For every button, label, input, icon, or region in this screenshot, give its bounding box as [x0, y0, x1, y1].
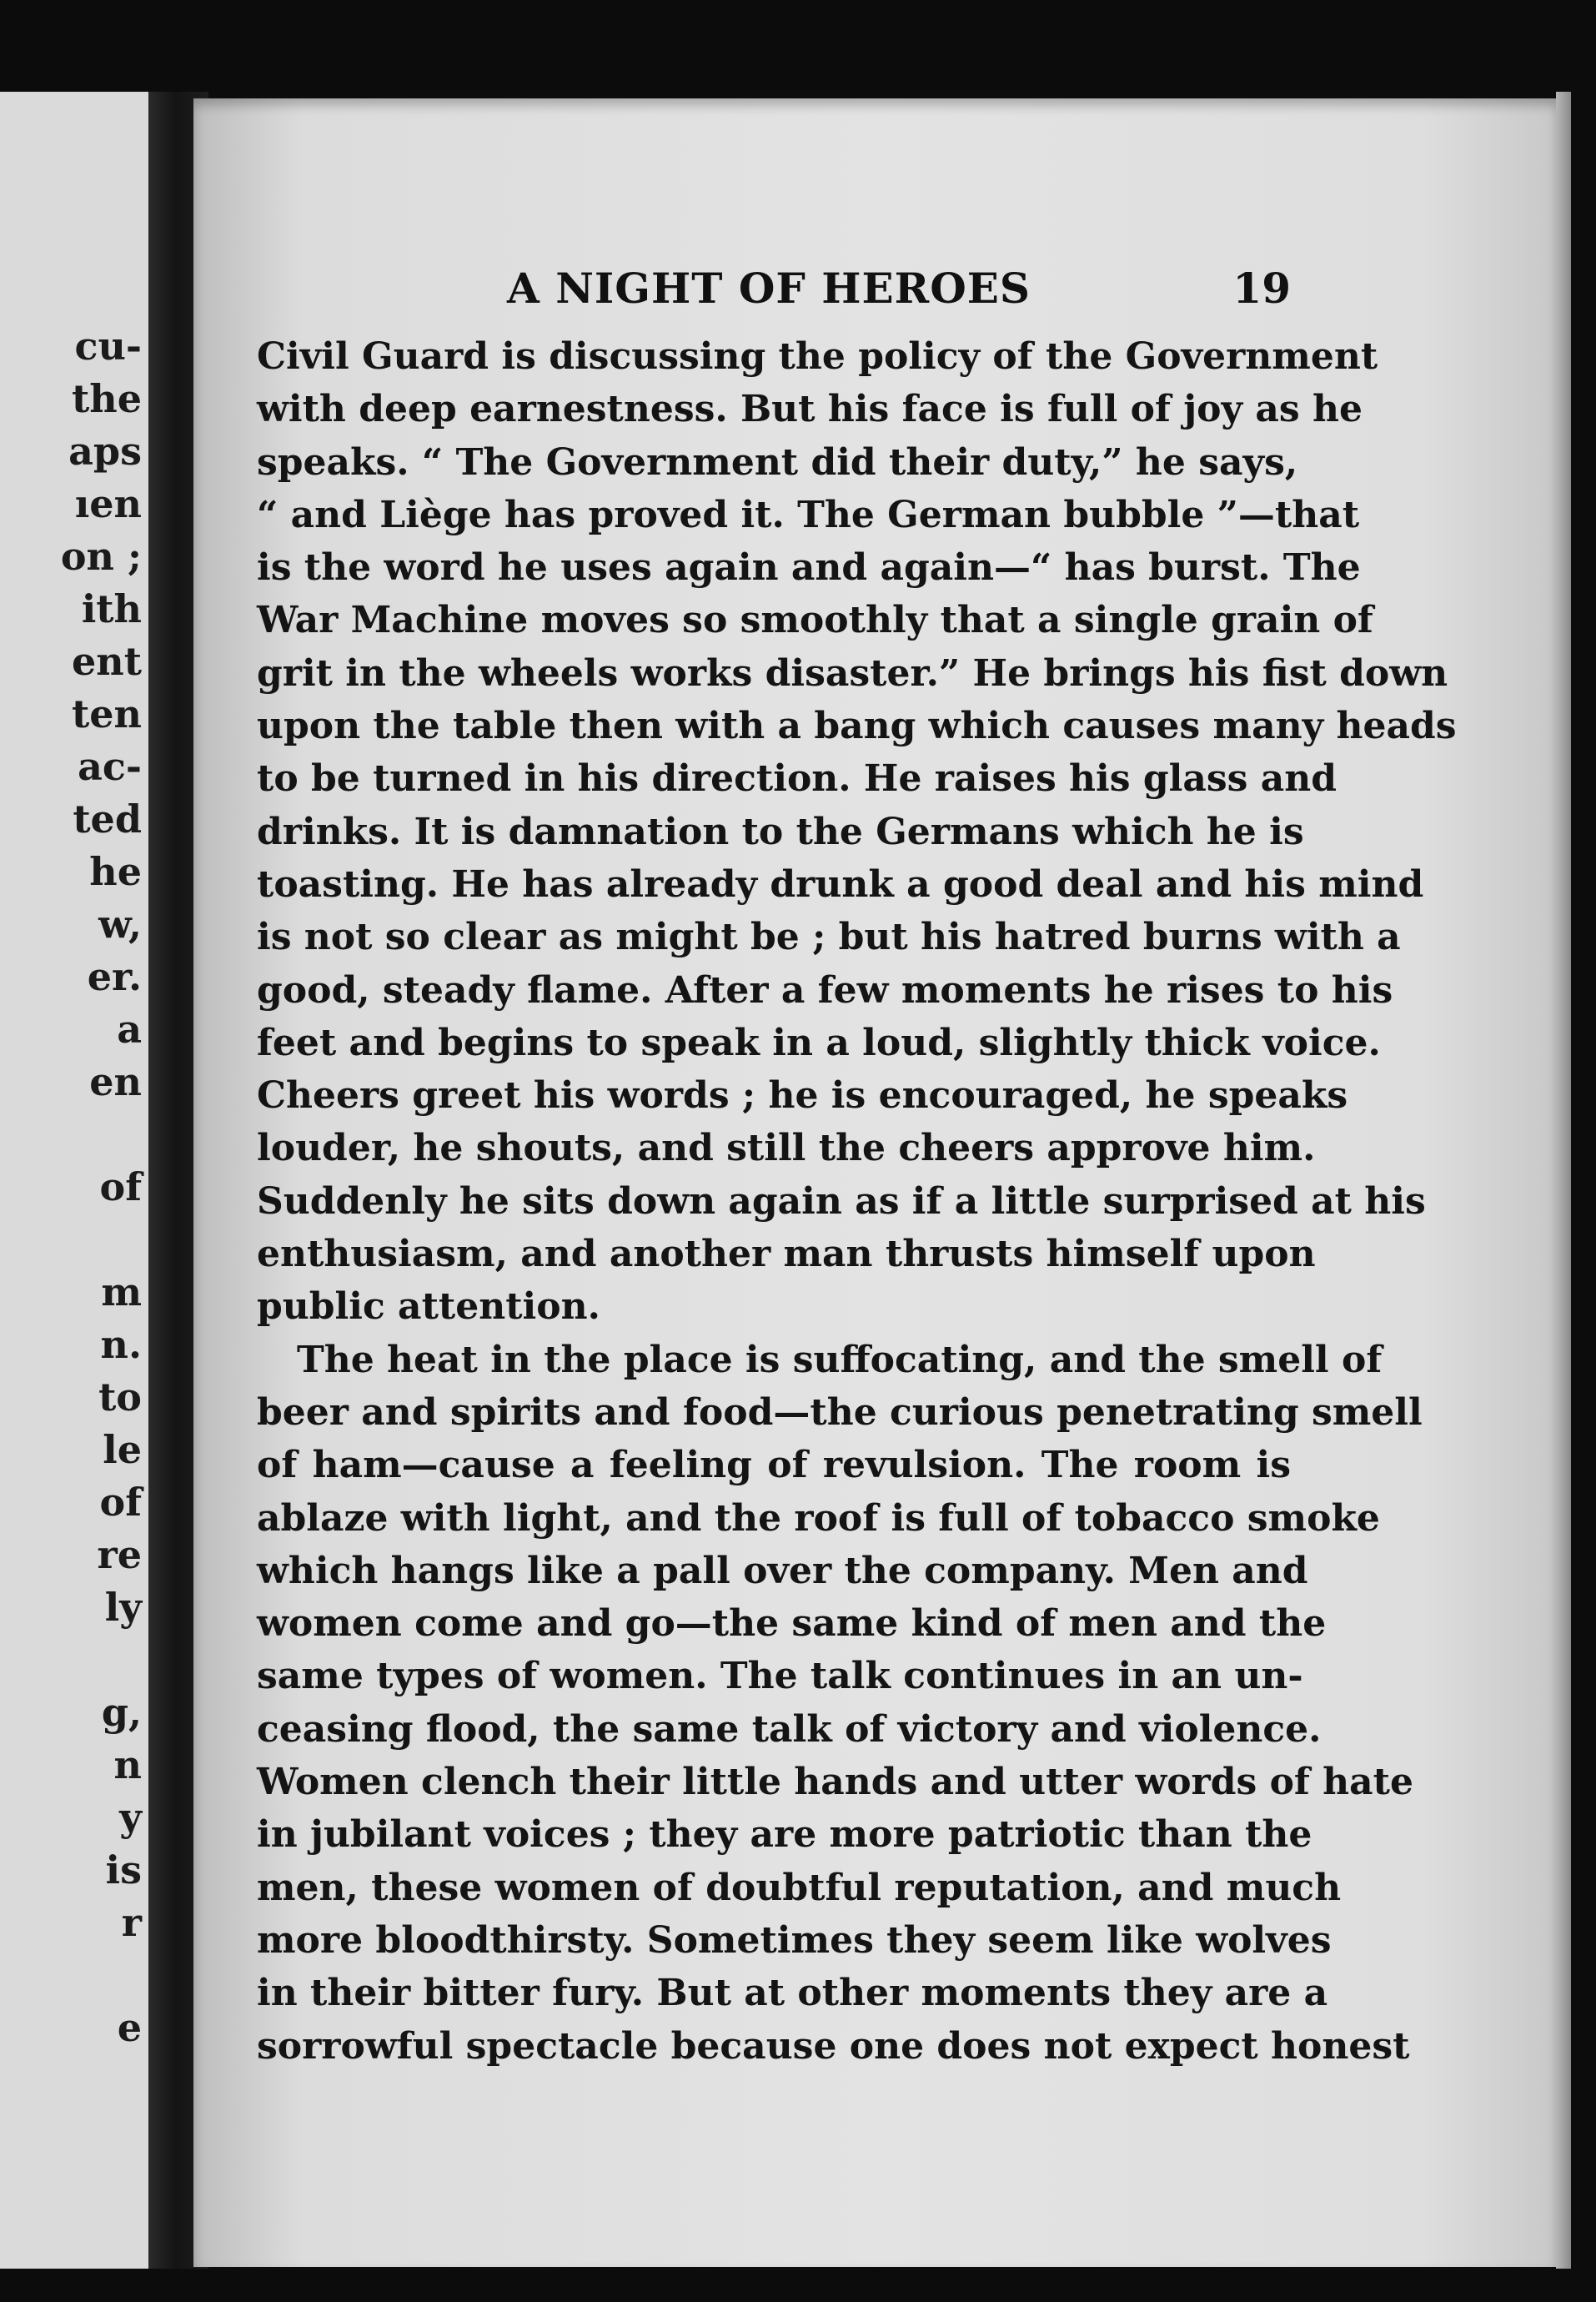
left-page-fragment: of: [99, 1480, 142, 1525]
text-line: in their bitter fury. But at other moments they are a: [257, 1972, 1328, 2015]
left-page-edge: [0, 92, 148, 2269]
left-page-fragment: y: [119, 1795, 142, 1840]
page-edge: [1556, 92, 1571, 2269]
left-page-fragment: er.: [87, 954, 142, 999]
text-line: ceasing flood, the same talk of victory and violence.: [257, 1707, 1322, 1751]
left-page-fragment: ly: [104, 1585, 142, 1630]
left-page-fragment: the: [72, 376, 142, 421]
left-page-fragment: he: [89, 849, 142, 894]
page-number: 19: [1232, 264, 1291, 313]
left-page-fragment: is: [105, 1847, 142, 1892]
left-page-fragment: ten: [72, 691, 142, 736]
running-head-title: A NIGHT OF HEROES: [507, 264, 1031, 313]
text-line: Civil Guard is discussing the policy of the Government: [257, 335, 1378, 378]
text-line: grit in the wheels works disaster.” He brings his fist down: [257, 651, 1448, 695]
left-page-fragment: ent: [72, 639, 142, 684]
text-line: is the word he uses again and again—“ has burst. The: [257, 546, 1361, 590]
text-line: Women clench their little hands and utter words of hate: [257, 1761, 1413, 1804]
left-page-fragment: re: [97, 1532, 142, 1577]
text-line: more bloodthirsty. Sometimes they seem like wolves: [257, 1918, 1332, 1962]
text-line: drinks. It is damnation to the Germans which he is: [257, 810, 1304, 853]
text-line: public attention.: [257, 1285, 600, 1329]
left-page-fragment: on ;: [60, 534, 142, 579]
text-line: which hangs like a pall over the company. Men and: [257, 1549, 1308, 1592]
text-line: The heat in the place is suffocating, and the smell of: [297, 1338, 1383, 1381]
left-page-fragment: ith: [81, 586, 142, 631]
text-line: feet and begins to speak in a loud, slightly thick voice.: [257, 1021, 1381, 1064]
text-line: enthusiasm, and another man thrusts himself upon: [257, 1233, 1316, 1276]
text-line: speaks. “ The Government did their duty,” he says,: [257, 440, 1298, 484]
left-page-fragment: le: [103, 1427, 142, 1472]
left-page-fragment: of: [99, 1164, 142, 1209]
left-page-fragment: ıen: [74, 481, 142, 526]
left-page-fragment: aps: [68, 429, 142, 474]
left-page-fragment: m: [101, 1269, 142, 1314]
text-line: same types of women. The talk continues in an un-: [257, 1655, 1303, 1698]
left-page-fragment: r: [121, 1900, 142, 1945]
left-page-fragment: to: [98, 1375, 142, 1420]
left-page-fragment: ac-: [78, 744, 142, 789]
text-line: ablaze with light, and the roof is full of tobacco smoke: [257, 1496, 1380, 1540]
text-line: women come and go—the same kind of men and the: [257, 1602, 1327, 1646]
text-line: “ and Liège has proved it. The German bubble ”—that: [257, 493, 1360, 536]
left-page-fragment: en: [89, 1059, 142, 1104]
text-line: louder, he shouts, and still the cheers approve him.: [257, 1127, 1316, 1170]
text-line: of ham—cause a feeling of revulsion. The room is: [257, 1444, 1291, 1487]
left-page-fragment: a: [117, 1007, 142, 1052]
text-line: Cheers greet his words ; he is encouraged, he speaks: [257, 1074, 1348, 1118]
left-page-fragment: g,: [101, 1690, 142, 1735]
left-page-fragment: ted: [73, 797, 142, 842]
text-line: is not so clear as might be ; but his hatred burns with a: [257, 916, 1401, 959]
text-line: Suddenly he sits down again as if a little surprised at his: [257, 1179, 1426, 1223]
left-page-fragment: w,: [98, 902, 142, 947]
left-page-fragment: e: [117, 2005, 142, 2050]
text-line: in jubilant voices ; they are more patriotic than the: [257, 1813, 1312, 1857]
text-line: to be turned in his direction. He raises his glass and: [257, 757, 1337, 801]
text-line: sorrowful spectacle because one does not expect honest: [257, 2024, 1410, 2068]
text-line: War Machine moves so smoothly that a single grain of: [257, 599, 1373, 642]
left-page-fragment: cu-: [74, 324, 142, 369]
left-page-fragment: n.: [100, 1322, 142, 1367]
body-text: [257, 330, 1457, 2073]
text-line: good, steady flame. After a few moments he rises to his: [257, 968, 1393, 1012]
text-line: upon the table then with a bang which causes many heads: [257, 705, 1457, 748]
text-line: beer and spirits and food—the curious penetrating smell: [257, 1390, 1423, 1434]
text-line: toasting. He has already drunk a good deal and his mind: [257, 862, 1424, 906]
text-line: men, these women of doubtful reputation, and much: [257, 1866, 1342, 1909]
running-head: [257, 264, 1291, 322]
left-page-fragment: n: [113, 1742, 142, 1787]
text-line: with deep earnestness. But his face is full of joy as he: [257, 388, 1363, 431]
